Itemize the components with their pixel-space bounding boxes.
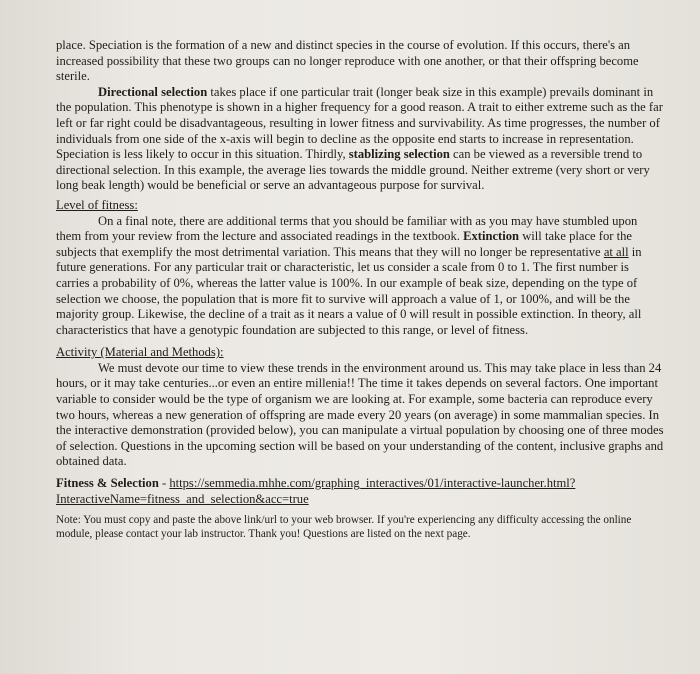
link-separator: - [158, 476, 170, 491]
paragraph-level-of-fitness [56, 214, 664, 339]
interactive-link[interactable]: https://semmedia.mhhe.com/graphing_interactives/01/interactive-launcher.html?InteractiveName=fitness_and_selection&acc=true [56, 476, 576, 506]
paragraph-directional-selection [56, 85, 664, 194]
paragraph-text: takes place if one particular trait (longer beak size in this example) prevails dominant in the population. This phenotype is shown in a higher frequency for a good reason. A trait to either extreme such as the far left or far right could be disadvantageous, resulting in lower fitness and survivability. As time progresses, the number of individuals from one side of the x-axis will begin to decline as the opposite end starts to increase in representation. Speciation is less likely to occur in this situation. Thirdly, [56, 84, 663, 162]
note-text: Note: You must copy and paste the above link/url to your web browser. If you're experiencing any difficulty accessing the online module, please contact your lab instructor. Thank you! Questions are listed on the next page. [56, 514, 632, 541]
heading-activity: Activity (Material and Methods): [56, 345, 224, 360]
paragraph-text: can be viewed as a reversible trend to directional selection. In this example, the average lies towards the middle ground. Neither extreme (very short or very long beak length) would be beneficial or serve an advantageous purpose for survival. [56, 147, 650, 193]
paragraph-activity: We must devote our time to view these trends in the environment around us. This may take place in less than 24 hours, or it may take centuries...or even an entire millenia!! The time it takes depends on several factors. One important variable to consider would be the type of organism we are looking at. For example, some bacteria can reproduce every two hours, whereas a new generation of offspring are made every 20 years (on average) in some mammalian species. In the interactive demonstration (provided below), you can manipulate a virtual population by choosing one of three modes of selection. Questions in the upcoming section will be based on your understanding of the content, inclusive graphs and obtained data. [56, 360, 664, 469]
term-extinction: Extinction [463, 229, 520, 244]
term-stabilizing-selection: stablizing selection [348, 147, 450, 162]
fitness-selection-link-line [56, 476, 664, 507]
paragraph-speciation: place. Speciation is the formation of a new and distinct species in the course of evolution. If this occurs, there's an increased possibility that these two groups can no longer reproduce with one another, or that their offspring become sterile. [56, 38, 639, 84]
fitness-selection-label: Fitness & Selection [56, 476, 159, 491]
paragraph-text: will take place for the subjects that exemplify the most detrimental variation. This means that they will no longer be representative [56, 229, 633, 259]
paragraph-text: On a final note, there are additional terms that you should be familiar with as you may have stumbled upon them from your review from the lecture and associated readings in the textbook. [56, 213, 638, 244]
heading-level-of-fitness: Level of fitness: [56, 197, 138, 212]
underlined-phrase: at all [603, 244, 629, 259]
document-body [56, 38, 664, 541]
paragraph-text: in future generations. For any particular trait or characteristic, let us consider a scale from 0 to 1. The first number is carries a probability of 0%, whereas the latter value is 100%. In our example of beak size, depending on the type of selection we choose, the population that is more fit to survive will approach a value of 1, or 100%, and will be the majority group. Likewise, the decline of a trait as it nears a value of 0 will result in possible extinction. In theory, all characteristics that have a genotypic foundation are subjected to this range, or level of fitness. [56, 244, 642, 337]
term-directional-selection: Directional selection [98, 84, 208, 99]
